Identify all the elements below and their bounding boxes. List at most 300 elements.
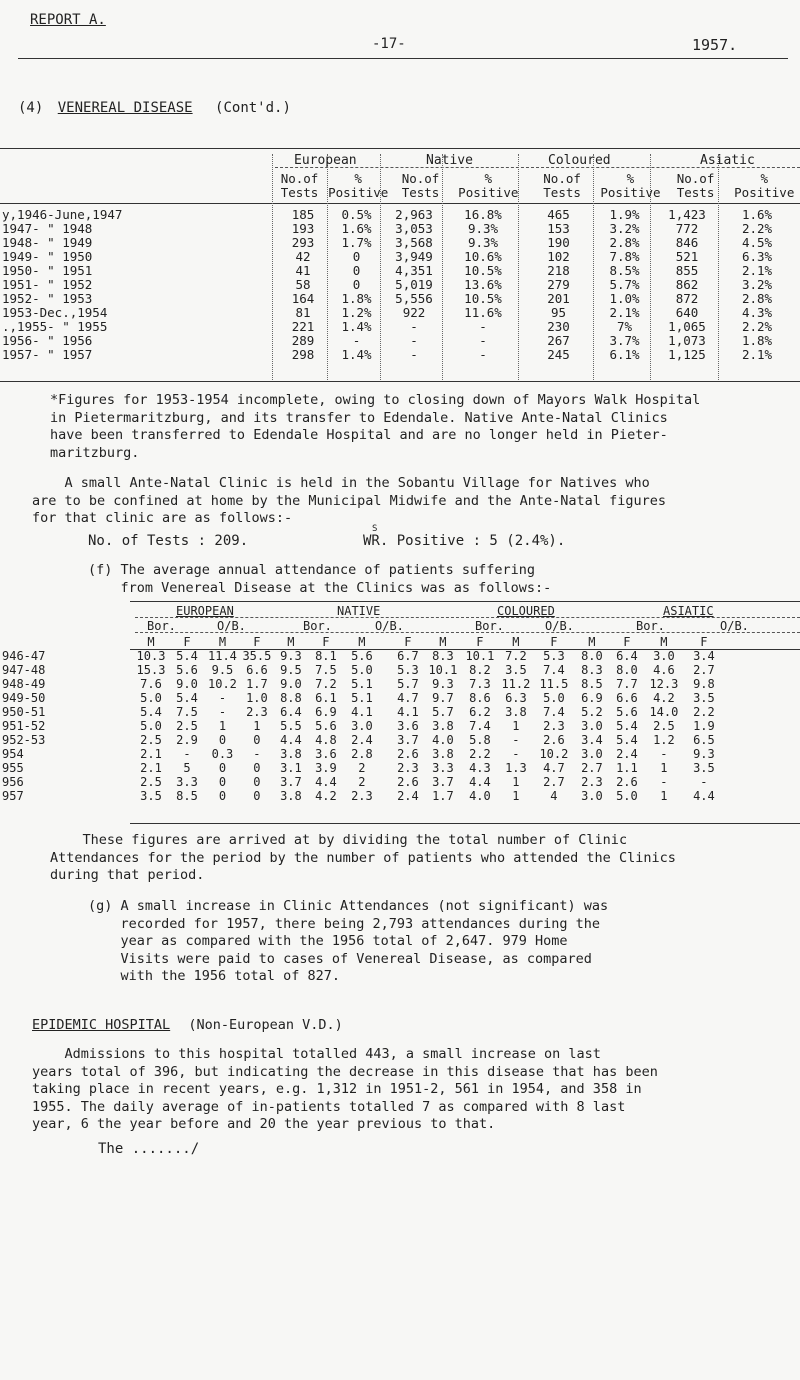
table2-cell: 7.7 [616,677,638,691]
table2-cell: 6.5 [693,733,715,747]
table1-cell: 42 [295,249,311,264]
table2-row [0,775,725,789]
table2-cell: 5.0 [351,663,373,677]
table2-cell: 1.2 [653,733,675,747]
table1-top-rule [0,148,800,149]
table2-cell: 7.4 [543,663,565,677]
table2-cell: 3.8 [505,705,527,719]
table1-cell: 221 [291,319,315,334]
table2-cell: 5.7 [432,705,454,719]
t1-subhead: Tests [401,185,440,200]
t1-subhead: No.of [401,171,440,186]
table1-cell: 2.8% [741,291,773,306]
table1-cell: - [479,347,487,362]
table2-cell: 3.5 [140,789,162,803]
table2-cell: 1.7 [432,789,454,803]
table1-cell: 6.1% [609,347,640,362]
item-g: (g) A small increase in Clinic Attendances (not significant) was recorded for 1957, there being 2,793 attendances during the year as compared with the 1956 total of 2,647. 979 Home Visits were paid to cases of Venereal Disease, as compared with the 1956 total of 827. [88,898,609,984]
table2-cell: 1 [660,761,668,775]
t2-subgroup: O/B. [545,619,574,633]
table2-cell: 5.8 [469,733,491,747]
table2-cell: 4.0 [469,789,491,803]
table2-cell: - [660,775,668,789]
table1-cell: 640 [675,305,699,320]
t1-subhead: Tests [543,185,581,200]
t2-subgroup: O/B. [217,619,246,633]
table2-cell: 2 [358,775,366,789]
table2-cell: 2.7 [693,663,715,677]
row-period: 1957- " 1957 [2,347,93,362]
table2-cell: 2.3 [543,719,565,733]
table1-cell: - [479,319,487,334]
table2-cell: 6.7 [397,649,419,663]
table2-cell: 9.5 [211,663,234,677]
t1-group-coloured: Coloured [548,153,611,168]
table2-cell: 4.1 [351,705,373,719]
table2-cell: 2.3 [246,705,268,719]
row-year: 947-48 [2,663,46,677]
row-period: 1953-Dec.,1954 [2,305,108,320]
table2-cell: 8.3 [432,649,454,663]
table2-cell: 4.8 [315,733,337,747]
footer-continuation: The ......./ [98,1141,200,1157]
table2-cell: 9.3 [432,677,454,691]
table2-cell: 6.4 [280,705,302,719]
table2-row [0,649,725,663]
table1-cell: 293 [291,235,315,250]
table2-cell: 6.3 [505,691,527,705]
table1-cell: 5,019 [395,277,433,292]
table2-cell: 3.8 [432,719,454,733]
table2-cell: 2 [358,761,366,775]
table2-cell: 5.4 [176,649,198,663]
t2-sex-label: M [287,635,295,649]
table2-cell: 9.3 [280,649,302,663]
t1-subhead: Positive [600,185,661,200]
table1-cell: 5.7% [609,277,640,292]
table1-cell: 3,949 [395,249,433,264]
t1-subhead: No.of [280,171,319,186]
table1-cell: 6.3% [741,249,773,264]
table2-cell: 2.1 [140,761,162,775]
table2-cell: 2.2 [469,747,491,761]
table2-cell: 2.5 [176,719,198,733]
table1-cell: 10.5% [464,263,502,278]
table1-row [0,278,793,292]
table1-row [0,348,793,362]
table1-subheader [273,172,800,200]
table2-cell: 6.1 [315,691,337,705]
table2-cell: 3.4 [581,733,603,747]
table2-cell: 8.0 [616,663,638,677]
table1-cell: 153 [547,221,570,236]
row-year: 956 [2,775,24,789]
table2-cell: - [183,747,191,761]
section-continued: (Cont'd.) [215,100,291,116]
table2-cell: 0 [253,775,261,789]
table2-cell: 8.5 [176,789,198,803]
table2-cell: 9.3 [693,747,715,761]
table1-cell: 2,963 [395,207,433,222]
t2-sex-label: F [322,635,330,649]
table2-cell: 5.4 [616,719,638,733]
table1-cell: 3.2% [609,221,640,236]
table1-cell: 4.3% [741,305,773,320]
t1-subhead: % [354,171,362,186]
table2-cell [379,775,391,789]
table2-cell: 15.3 [136,663,166,677]
table1-cell: 1.0% [609,291,640,306]
table1-cell: 279 [547,277,570,292]
table1-cell: 0 [352,263,361,278]
table2-row [0,761,725,775]
table1-cell: 0 [352,249,361,264]
table1-cell: 4.5% [741,235,773,250]
t1-group-asiatic: Asiatic [700,153,755,168]
table2-cell: 9.0 [280,677,302,691]
table2-cell: 7.6 [140,677,162,691]
table2 [0,635,725,803]
t2-subgroup: Bor. [475,619,504,633]
table2-cell [379,747,391,761]
table2-cell: 9.5 [280,663,302,677]
table1-cell: 772 [675,221,699,236]
table2-cell: - [253,747,261,761]
t1-subhead: No.of [676,171,715,186]
table2-cell: 0.3 [211,747,234,761]
t2-sex-label: M [439,635,447,649]
table2-cell: 3.1 [280,761,302,775]
report-year: 1957. [692,36,738,54]
table2-cell: 3.5 [693,761,715,775]
table1-cell: 3,053 [395,221,433,236]
table2-cell: 2.1 [140,747,162,761]
table1-cell: 1,073 [668,333,706,348]
table1-body [0,208,793,362]
table2-cell: 2.8 [351,747,373,761]
table2-cell: 5.0 [543,691,565,705]
t2-subgroup: Bor. [303,619,332,633]
table2-cell: 1 [660,789,668,803]
table2-cell: 2.6 [397,747,419,761]
para-epidemic: Admissions to this hospital totalled 443, a small increase on last years total of 396, but indicating the decrease in this disease that has been taking place in recent years, e.g. 1,312 in 1951-2, 561 in 1954, and 358 in 1955. The daily average of in-patients totalled 7 as compared with 8 last year, 6 the year before and 20 the year previous to that. [32,1046,658,1132]
t2-sex-label: M [147,635,155,649]
table2-cell: 10.3 [136,649,166,663]
table1-cell: 190 [547,235,570,250]
table1-cell: 922 [402,305,426,320]
table2-cell: 9.0 [176,677,198,691]
table1-cell: 2.1% [741,263,773,278]
t2-blank [0,635,134,649]
table2-cell: 5.3 [397,663,419,677]
table2-cell: 5.0 [616,789,638,803]
table1-cell: 0 [352,277,361,292]
t1-subhead: Tests [676,185,715,200]
table2-cell: 2.4 [616,747,638,761]
table1-cell: 102 [547,249,570,264]
table2-cell: 2.3 [397,761,419,775]
table2-row [0,719,725,733]
table1-cell: 1.9% [609,207,640,222]
table2-cell: 8.8 [280,691,302,705]
t1-subhead: No.of [543,171,581,186]
table2-cell [379,649,391,663]
table2-cell: 5.0 [140,719,162,733]
t2-sex-label: M [660,635,668,649]
table2-cell: 0 [218,775,227,789]
table1-cell: 846 [675,235,699,250]
t2-subgroup: Bor. [636,619,665,633]
table2-cell: 1 [512,719,520,733]
table2-cell: 35.5 [242,649,272,663]
table2-cell: 8.5 [581,677,603,691]
table1-cell: - [352,333,361,348]
note-ante-natal-clinic: A small Ante-Natal Clinic is held in the Sobantu Village for Natives who are to be confined at home by the Municipal Midwife and the Ante-Natal figures for that clinic are as follows:- [32,475,666,526]
table1-cell: 193 [291,221,315,236]
table1-cell: 5,556 [395,291,433,306]
table1-cell: 862 [675,277,699,292]
row-period: 1951- " 1952 [2,277,93,292]
row-period: 1950- " 1951 [2,263,93,278]
table2-cell: 2.6 [616,775,638,789]
table2-cell: 7.3 [469,677,491,691]
table2-cell: 14.0 [649,705,679,719]
epidemic-subtitle: (Non-European V.D.) [188,1017,343,1033]
table1-cell: 1.6% [341,221,372,236]
row-period: y,1946-June,1947 [2,207,123,222]
t1-subhead: % [760,171,769,186]
t2-subgroup: Bor. [147,619,176,633]
row-year: 949-50 [2,691,46,705]
header-rule [18,58,788,59]
table2-cell: 3.0 [581,747,603,761]
table1-cell: 267 [547,333,570,348]
t1-subhead-row1 [273,172,800,186]
row-year: 951-52 [2,719,46,733]
table1-cell: 185 [291,207,315,222]
table2-cell: 6.9 [315,705,337,719]
table2-cell: 1 [253,719,261,733]
t2-sex-label: F [476,635,484,649]
table1-cell: 7.8% [609,249,640,264]
table1-cell: 1.2% [341,305,372,320]
table1-cell: 1.4% [341,319,372,334]
table2-cell: 3.4 [693,649,715,663]
table1-cell: 4,351 [395,263,433,278]
table1-cell: 3.7% [609,333,640,348]
table1-cell: 872 [675,291,699,306]
table1-cell: 3,568 [395,235,433,250]
table2-cell: 11.5 [539,677,569,691]
table1-cell: 81 [295,305,311,320]
table2-cell: 2.7 [543,775,565,789]
table1-cell: 245 [547,347,570,362]
table1-cell: 1.8% [341,291,372,306]
table2-cell [379,705,391,719]
note-figures-method: These figures are arrived at by dividing the total number of Clinic Attendances for the period by the number of patients who attended the Clinics during that period. [50,832,676,883]
row-year: 954 [2,747,24,761]
table2-cell: 5.5 [280,719,302,733]
table2-cell: 11.2 [501,677,531,691]
table2-cell: 5.4 [176,691,198,705]
table2-cell: 2.5 [140,733,162,747]
table2-cell: 2.6 [397,775,419,789]
wr-positive-text: WR. Positive : 5 (2.4%). [363,533,566,549]
table1-cell: - [410,347,418,362]
table1-row [0,292,793,306]
table2-cell: 3.0 [351,719,373,733]
table2-cell: 0 [253,761,261,775]
section-title [18,100,291,116]
table1-cell: 58 [295,277,311,292]
table2-cell: 2.3 [581,775,603,789]
t1-group-native: Native [426,153,473,168]
table2-cell: 3.8 [280,747,302,761]
table2-cell: 1.1 [616,761,638,775]
row-period: 1949- " 1950 [2,249,93,264]
table2-cell: 9.7 [432,691,454,705]
table1-row [0,264,793,278]
table2-cell: - [218,705,227,719]
table2-cell: 3.0 [581,719,603,733]
table2-cell: 11.4 [208,649,237,663]
table1-cell: 1.4% [341,347,372,362]
t1-subhead: Positive [458,185,519,200]
table2-cell: 4.0 [432,733,454,747]
table2-cell: 5.6 [616,705,638,719]
table2-cell: 7.2 [505,649,527,663]
table2-cell: 8.2 [469,663,491,677]
row-year: 957 [2,789,24,803]
row-period: .,1955- " 1955 [2,319,108,334]
table2-cell: 6.4 [616,649,638,663]
t2-sex-label: M [218,635,227,649]
section-number: (4) [18,100,44,116]
table2-cell: 4.7 [543,761,565,775]
table2-cell: 3.0 [581,789,603,803]
table1-cell: 3.2% [741,277,773,292]
table1-cell: 9.3% [467,221,499,236]
table1-subheader-rule [0,203,800,204]
row-period: 1947- " 1948 [2,221,93,236]
table1-cell: 2.8% [609,235,640,250]
table2-cell: 2.9 [176,733,198,747]
table1-cell: 1.6% [741,207,773,222]
table2-cell: 1 [512,775,520,789]
t1-subhead: % [626,171,635,186]
epidemic-title: EPIDEMIC HOSPITAL [32,1017,171,1033]
table2-cell: 8.6 [469,691,491,705]
t2-sex-label: M [512,635,520,649]
table2-row [0,789,725,803]
table2-cell: 4.4 [469,775,491,789]
table2-cell: 1.3 [505,761,527,775]
table2-cell: 0 [218,733,227,747]
wr-superscript: S [372,524,378,534]
tests-count: No. of Tests : 209. [88,533,249,549]
table2-cell: 3.8 [280,789,302,803]
table1-cell: - [479,333,487,348]
table1-cell: 7% [616,319,633,334]
table1-row [0,208,793,222]
table2-cell: 5.6 [176,663,198,677]
table2-cell: 0 [253,733,261,747]
table2-cell: 4.4 [315,775,337,789]
table1-cell: 298 [291,347,315,362]
table1-row [0,320,793,334]
table2-cell: 12.3 [649,677,679,691]
table2-cell: 5.4 [616,733,638,747]
table1-cell: 8.5% [609,263,640,278]
table2-cell: 5.0 [140,691,162,705]
t2-spacer [379,635,391,649]
table1-cell: 218 [547,263,570,278]
table1-bottom-rule [0,381,800,382]
section-heading: VENEREAL DISEASE [57,100,193,116]
table1-cell: 201 [547,291,570,306]
table2-cell: 4.7 [397,691,419,705]
row-period: 1948- " 1949 [2,235,93,250]
report-label: REPORT A. [30,12,106,28]
t2-subgroup: O/B. [375,619,404,633]
table2-cell: 2.4 [351,733,373,747]
table2-cell: 0 [253,789,261,803]
row-year: 950-51 [2,705,46,719]
table1-row [0,222,793,236]
table2-cell: 1.9 [693,719,715,733]
table2-cell: - [512,747,520,761]
row-year: 948-49 [2,677,46,691]
table2-cell: 3.7 [432,775,454,789]
table2-cell: 4.4 [693,789,715,803]
page-number: -17- [372,36,406,52]
table2-cell: 5 [183,761,191,775]
table2-cell: 3.0 [653,649,675,663]
row-period: 1956- " 1956 [2,333,93,348]
table2-row [0,663,725,677]
table2-cell: 4.4 [280,733,302,747]
tests-line [88,524,566,549]
table1-cell: - [410,319,418,334]
table2-cell: 4 [550,789,558,803]
table2-cell: - [660,747,668,761]
table2-cell: 3.9 [315,761,337,775]
row-period: 1952- " 1953 [2,291,93,306]
t1-subhead-row2 [273,186,800,200]
table2-cell: 3.3 [432,761,454,775]
table2-cell [379,663,391,677]
note-incomplete-figures: *Figures for 1953-1954 incomplete, owing to closing down of Mayors Walk Hospital in Pietermaritzburg, and its transfer to Edendale. Native Ante-Natal Clinics have been transferred to Edendale Hospital and are no longer held in Pieter- maritzburg. [50,392,701,461]
table2-cell: 3.3 [176,775,198,789]
table2-cell: 5.4 [140,705,162,719]
table2-cell: 1.0 [246,691,268,705]
table1-row [0,334,793,348]
table1-cell: 9.3% [467,235,499,250]
table2-cell: 0 [218,761,227,775]
table2-cell: 5.2 [581,705,603,719]
table1-cell: 10.5% [464,291,502,306]
table2-cell: 6.2 [469,705,491,719]
table2-cell: 1 [512,789,520,803]
table2-cell: - [218,691,227,705]
table2-row [0,733,725,747]
table2-cell [379,719,391,733]
table2-cell: 2.6 [543,733,565,747]
table1-cell: 2.2% [741,319,773,334]
t1-subhead: Positive [734,185,795,200]
table2-cell: 1 [218,719,227,733]
t2-group-native: NATIVE [337,604,381,618]
